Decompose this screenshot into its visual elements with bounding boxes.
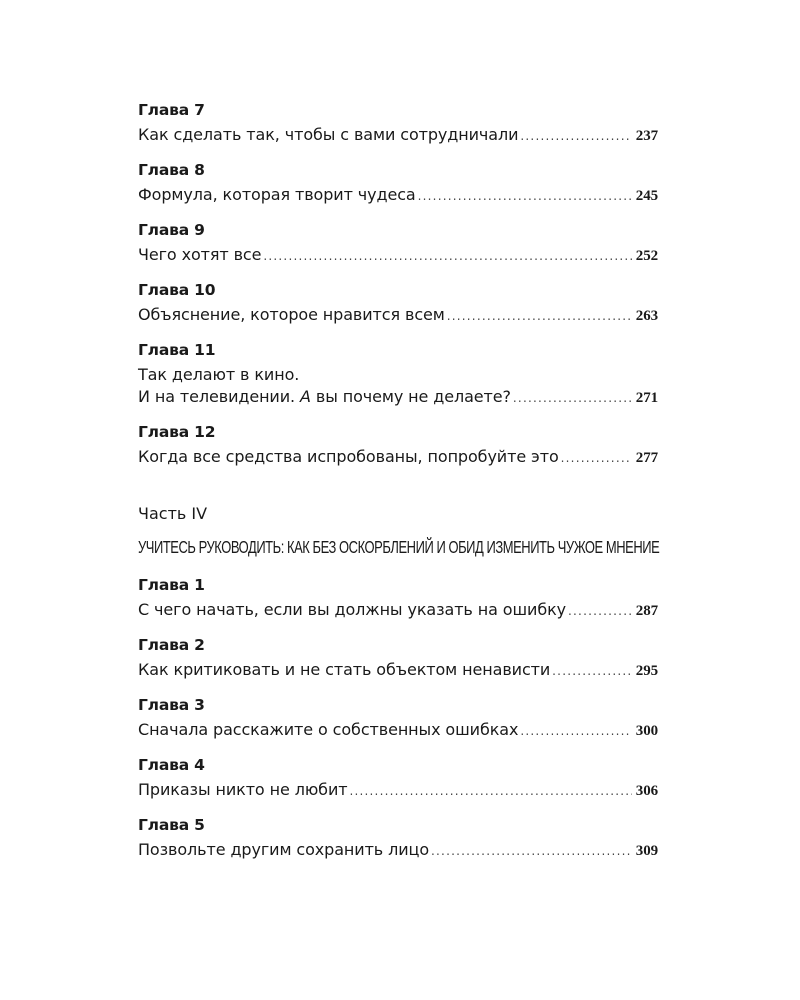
- page-number: 245: [635, 188, 658, 204]
- toc-entry-chapter-11: [138, 340, 658, 409]
- title-part: И на телевидении.: [138, 387, 301, 406]
- page-number: 309: [635, 843, 658, 859]
- dot-leader: [520, 720, 631, 742]
- chapter-label: Глава 8: [138, 161, 205, 179]
- part-header: [138, 503, 658, 559]
- chapter-title: Формула, которая творит чудеса: [138, 185, 416, 204]
- table-of-contents: [138, 100, 658, 875]
- chapter-label: Глава 12: [138, 423, 216, 441]
- toc-entry-chapter-5: [138, 815, 658, 862]
- chapter-title: Позвольте другим сохранить лицо: [138, 840, 430, 859]
- toc-entry-chapter-1: [138, 575, 658, 622]
- title-italic-part: А: [300, 387, 311, 406]
- chapter-title-line-2: [138, 386, 511, 408]
- dot-leader: [568, 600, 632, 622]
- part-label: Часть IV: [138, 504, 208, 523]
- chapter-title: Как сделать так, чтобы с вами сотрудничали: [138, 125, 519, 144]
- page-number: 237: [635, 128, 658, 144]
- dot-leader: [520, 125, 631, 147]
- dot-leader: [552, 660, 632, 682]
- dot-leader: [447, 305, 632, 327]
- chapter-label: Глава 9: [138, 221, 205, 239]
- chapter-title: Чего хотят все: [138, 245, 262, 264]
- toc-entry-chapter-4: [138, 755, 658, 802]
- dot-leader: [349, 780, 631, 802]
- page-number: 300: [635, 723, 658, 739]
- chapter-label: Глава 1: [138, 576, 205, 594]
- dot-leader: [431, 840, 632, 862]
- page-number: 306: [635, 783, 658, 799]
- dot-leader: [513, 387, 632, 409]
- toc-entry-chapter-10: [138, 280, 658, 327]
- toc-entry-chapter-12: [138, 422, 658, 469]
- toc-line: [138, 124, 658, 147]
- page-number: 277: [635, 450, 658, 466]
- chapter-label: Глава 7: [138, 101, 205, 119]
- toc-entry-chapter-9: [138, 220, 658, 267]
- chapter-label: Глава 11: [138, 341, 216, 359]
- part-title: УЧИТЕСЬ РУКОВОДИТЬ: КАК БЕЗ ОСКОРБЛЕНИЙ И ОБИД ИЗМЕНИТЬ ЧУЖОЕ МНЕНИЕ: [138, 537, 660, 557]
- toc-line: [138, 386, 658, 409]
- chapter-title: Сначала расскажите о собственных ошибках: [138, 720, 519, 739]
- title-part: вы почему не делаете?: [310, 387, 511, 406]
- toc-line: [138, 304, 658, 327]
- toc-line: [138, 659, 658, 682]
- page-number: 263: [635, 308, 658, 324]
- toc-line: [138, 719, 658, 742]
- chapter-title: Объяснение, которое нравится всем: [138, 305, 445, 324]
- dot-leader: [263, 245, 631, 267]
- chapter-label: Глава 10: [138, 281, 216, 299]
- dot-leader: [418, 185, 632, 207]
- toc-entry-chapter-7: [138, 100, 658, 147]
- page-number: 252: [635, 248, 658, 264]
- chapter-title: Когда все средства испробованы, попробуйте это: [138, 447, 559, 466]
- toc-line: [138, 184, 658, 207]
- chapter-label: Глава 5: [138, 816, 205, 834]
- chapter-title-line-1: Так делают в кино.: [138, 365, 300, 384]
- chapter-label: Глава 2: [138, 636, 205, 654]
- page-number: 287: [635, 603, 658, 619]
- chapter-title: Приказы никто не любит: [138, 780, 348, 799]
- toc-line: [138, 244, 658, 267]
- page-number: 295: [635, 663, 658, 679]
- toc-entry-chapter-3: [138, 695, 658, 742]
- toc-entry-chapter-2: [138, 635, 658, 682]
- toc-line: [138, 446, 658, 469]
- toc-line: [138, 599, 658, 622]
- chapter-label: Глава 4: [138, 756, 205, 774]
- toc-line: [138, 839, 658, 862]
- chapter-title: Как критиковать и не стать объектом ненависти: [138, 660, 551, 679]
- toc-entry-chapter-8: [138, 160, 658, 207]
- chapter-title: С чего начать, если вы должны указать на ошибку: [138, 600, 567, 619]
- page-number: 271: [635, 390, 658, 406]
- toc-line: [138, 779, 658, 802]
- chapter-label: Глава 3: [138, 696, 205, 714]
- dot-leader: [561, 447, 632, 469]
